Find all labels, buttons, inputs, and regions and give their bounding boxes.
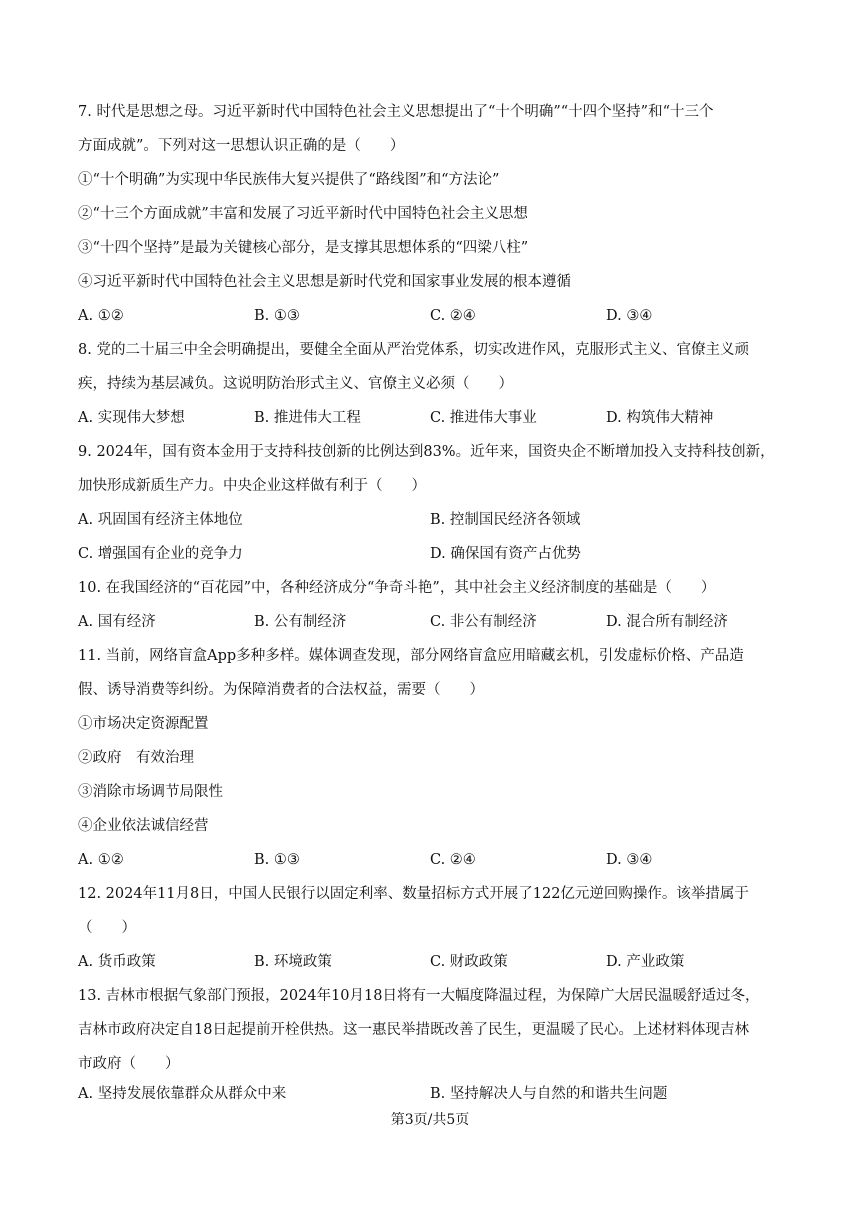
option-a: A. 坚持发展依靠群众从群众中来 xyxy=(78,1086,287,1102)
statement: ④企业依法诚信经营 xyxy=(78,818,209,834)
option-b: B. 坚持解决人与自然的和谐共生问题 xyxy=(430,1086,668,1102)
option-b: B. 公有制经济 xyxy=(254,614,347,630)
statement: ③“十四个坚持”是最为关键核心部分，是支撑其思想体系的“四梁八柱” xyxy=(78,240,529,256)
question-stem: （ ） xyxy=(78,920,136,936)
question-stem: 11. 当前，网络盲盒App多种多样。媒体调查发现，部分网络盲盒应用暗藏玄机，引发虚标价格、产品造 xyxy=(78,648,744,664)
option-d: D. ③④ xyxy=(606,308,653,324)
option-b: B. ①③ xyxy=(254,852,300,868)
option-c: C. 财政政策 xyxy=(430,954,508,970)
option-c: C. 非公有制经济 xyxy=(430,614,537,630)
question-stem: 8. 党的二十届三中全会明确提出，要健全全面从严治党体系，切实改进作风，克服形式主义、官僚主义顽 xyxy=(78,342,749,358)
statement: ①市场决定资源配置 xyxy=(78,716,209,732)
question-stem: 9. 2024年，国有资本金用于支持科技创新的比例达到83%。近年来，国资央企不断增加投入支持科技创新， xyxy=(78,444,775,460)
option-b: B. 控制国民经济各领域 xyxy=(430,512,581,528)
statement: ③消除市场调节局限性 xyxy=(78,784,223,800)
statement: ①“十个明确”为实现中华民族伟大复兴提供了“路线图”和“方法论” xyxy=(78,172,500,188)
question-stem: 假、诱导消费等纠纷。为保障消费者的合法权益，需要（ ） xyxy=(78,682,484,698)
question-stem: 12. 2024年11月8日，中国人民银行以固定利率、数量招标方式开展了122亿元逆回购操作。该举措属于 xyxy=(78,886,749,902)
question-stem: 疾，持续为基层减负。这说明防治形式主义、官僚主义必须（ ） xyxy=(78,376,513,392)
option-a: A. 货币政策 xyxy=(78,954,156,970)
option-a: A. 国有经济 xyxy=(78,614,156,630)
option-c: C. 推进伟大事业 xyxy=(430,410,537,426)
statement: ④习近平新时代中国特色社会主义思想是新时代党和国家事业发展的根本遵循 xyxy=(78,274,571,290)
question-stem: 方面成就”。下列对这一思想认识正确的是（ ） xyxy=(78,138,405,154)
statement: ②政府 有效治理 xyxy=(78,750,194,766)
option-a: A. 实现伟大梦想 xyxy=(78,410,185,426)
option-d: D. 确保国有资产占优势 xyxy=(430,546,581,562)
option-a: A. ①② xyxy=(78,852,124,868)
option-b: B. 环境政策 xyxy=(254,954,332,970)
question-stem: 7. 时代是思想之母。习近平新时代中国特色社会主义思想提出了“十个明确”“十四个坚持”和“十三个 xyxy=(78,104,714,120)
option-c: C. ②④ xyxy=(430,852,476,868)
question-stem: 吉林市政府决定自18日起提前开栓供热。这一惠民举措既改善了民生，更温暖了民心。上述材料体现吉林 xyxy=(78,1022,749,1038)
option-d: D. 混合所有制经济 xyxy=(606,614,728,630)
option-d: D. 构筑伟大精神 xyxy=(606,410,714,426)
question-stem: 13. 吉林市根据气象部门预报，2024年10月18日将有一大幅度降温过程，为保障广大居民温暖舒适过冬， xyxy=(78,988,760,1004)
page-number: 第3页/共5页 xyxy=(390,1112,470,1128)
option-a: A. ①② xyxy=(78,308,124,324)
question-stem: 加快形成新质生产力。中央企业这样做有利于（ ） xyxy=(78,478,426,494)
option-b: B. 推进伟大工程 xyxy=(254,410,361,426)
option-b: B. ①③ xyxy=(254,308,300,324)
question-stem: 10. 在我国经济的“百花园”中，各种经济成分“争奇斗艳”，其中社会主义经济制度的基础是（ ） xyxy=(78,580,716,596)
question-stem: 市政府（ ） xyxy=(78,1056,180,1072)
option-c: C. ②④ xyxy=(430,308,476,324)
option-d: D. ③④ xyxy=(606,852,653,868)
option-a: A. 巩固国有经济主体地位 xyxy=(78,512,243,528)
option-c: C. 增强国有企业的竞争力 xyxy=(78,546,243,562)
option-d: D. 产业政策 xyxy=(606,954,685,970)
statement: ②“十三个方面成就”丰富和发展了习近平新时代中国特色社会主义思想 xyxy=(78,206,528,222)
